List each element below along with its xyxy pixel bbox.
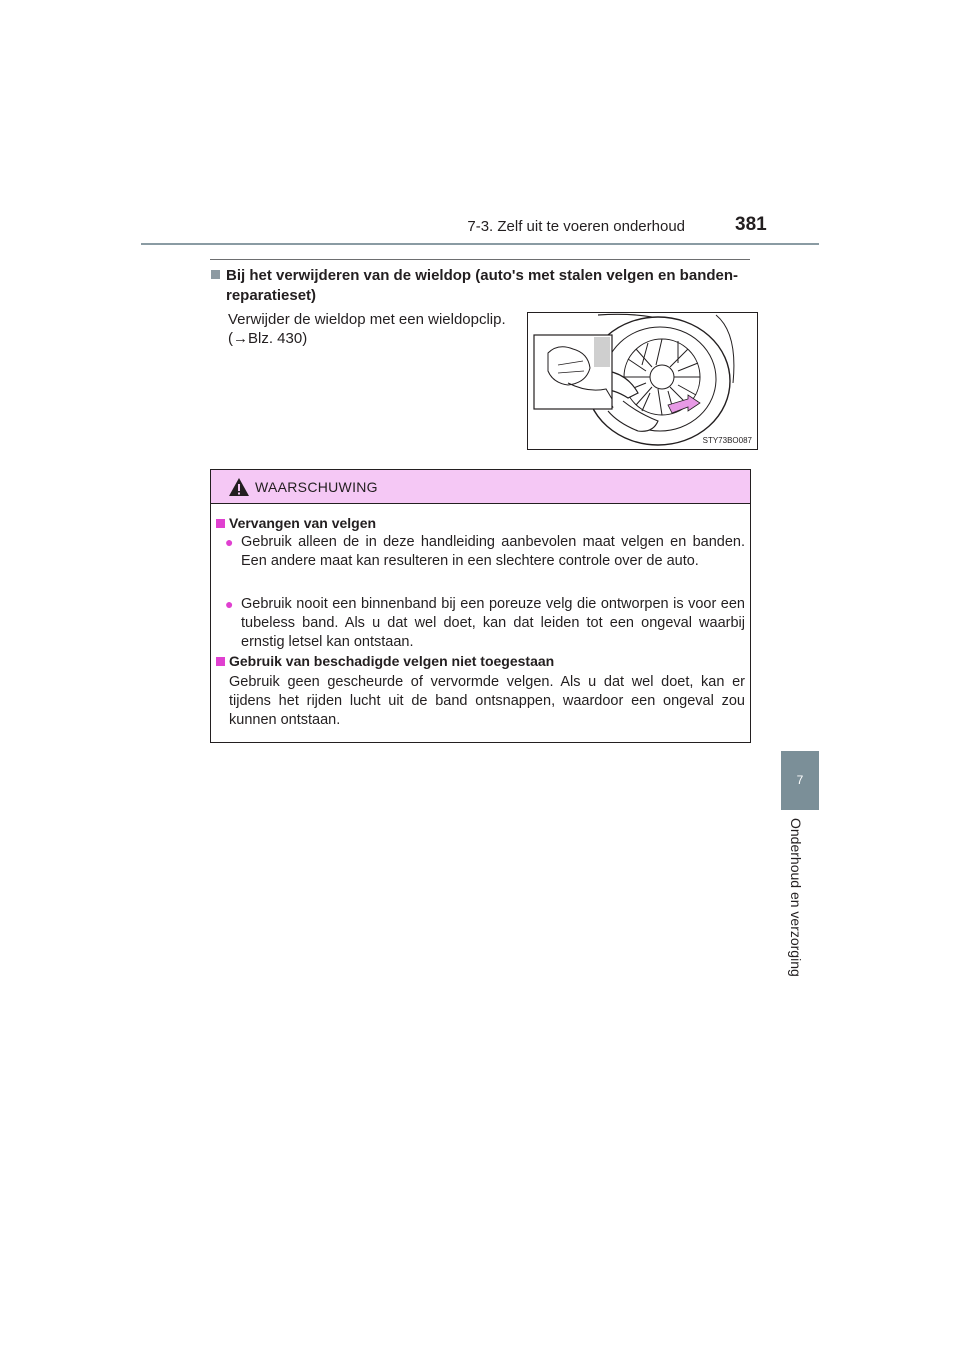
warning-title: WAARSCHUWING — [255, 479, 378, 495]
circle-bullet-icon: ● — [225, 534, 234, 550]
section-body-line1: Verwijder de wieldop met een wieldopclip. — [228, 311, 506, 328]
figure-code: STY73BO087 — [702, 436, 752, 445]
warning-bullet-text: Gebruik nooit een binnenband bij een poreuze velg die ontworpen is voor een tubeless band. Als u dat wel doet, kan dat leiden tot een ongeval waarbij ernstig letsel kan ontstaan. — [241, 596, 745, 650]
page-number: 381 — [735, 214, 767, 235]
section-body — [228, 310, 518, 348]
section-rule — [210, 259, 750, 260]
square-bullet-icon — [216, 519, 225, 528]
wheel-illustration-graphic — [528, 313, 757, 449]
warning-item-text: Gebruik geen gescheurde of vervormde velgen. Als u dat wel doet, kan er tijdens het rijden lucht uit de band ontsnappen, waardoor een ongeval zou kunnen ontstaan. — [229, 674, 745, 728]
header-title: 7-3. Zelf uit te voeren onderhoud — [467, 218, 685, 235]
warning-triangle-icon — [228, 477, 250, 497]
chapter-tab: 7 — [781, 751, 819, 810]
warning-item-heading: Vervangen van velgen — [216, 515, 376, 531]
warning-bullet-text: Gebruik alleen de in deze handleiding aanbevolen maat velgen en banden. Een andere maat kan resulteren in een slechtere controle over de auto. — [241, 534, 745, 569]
wheel-cap-removal-illustration — [527, 312, 758, 450]
header-rule — [141, 243, 819, 245]
warning-box — [210, 469, 751, 743]
section-heading-line1: Bij het verwijderen van de wieldop (auto's met stalen velgen en banden- — [226, 267, 739, 284]
section-heading-line2: reparatieset) — [226, 287, 317, 304]
section-heading — [211, 266, 756, 306]
chapter-tab-label: Onderhoud en verzorging — [788, 818, 804, 977]
section-body-line2: (→Blz. 430) — [228, 330, 308, 347]
square-bullet-icon — [211, 270, 220, 279]
warning-item-heading: Gebruik van beschadigde velgen niet toegestaan — [216, 653, 554, 669]
warning-header — [211, 470, 750, 504]
square-bullet-icon — [216, 657, 225, 666]
circle-bullet-icon: ● — [225, 596, 234, 612]
